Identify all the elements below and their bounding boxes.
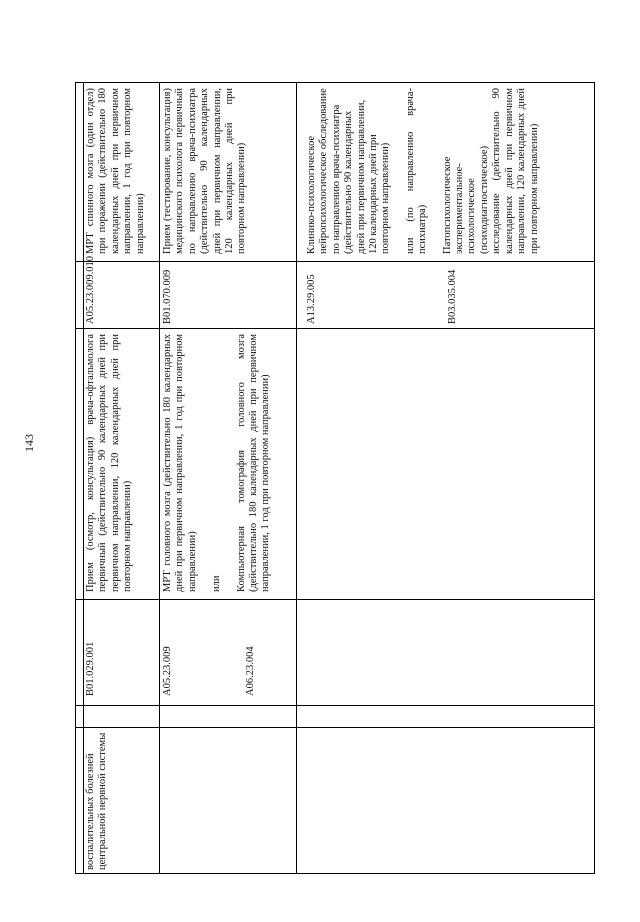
service-code: A06.23.004 — [245, 646, 256, 696]
service-description: Клинико-психологическое нейропсихологическое обследование по направлению врача-психиатра (действительно 90 календарных дней при первичном направлении, 120 календарных дней при повторном направлении) — [306, 88, 392, 254]
service-code: A05.23.009 — [162, 646, 173, 696]
column-divider — [75, 328, 595, 329]
alternative-or: или (по направлению врача-психиатра) — [404, 88, 429, 254]
table-border-left — [75, 873, 595, 874]
column-divider — [75, 705, 595, 706]
column-divider — [75, 599, 595, 600]
service-description: Прием (тестирование, консультация) медицинского психолога первичный по направлению врача-психиатра (действительно 90 календарных дней при первичном направлении, 120 календарных дней при повторном направлении) — [162, 88, 248, 254]
table-border-right — [75, 82, 595, 83]
service-description: МРТ спинного мозга (один отдел) при поражении (действительно 180 календарных дней при первичном направлении, 1 год при повторном направлении) — [85, 88, 146, 254]
service-code: B01.070.009 — [162, 269, 173, 324]
column-divider — [75, 727, 595, 728]
service-code: A13.29.005 — [306, 274, 317, 324]
service-description-group — [306, 88, 541, 254]
service-code: B03.035.004 — [447, 269, 458, 324]
service-description: МРТ головного мозга (действительно 180 календарных дней при первичном направлении, 1 год при повторном направлении) — [162, 334, 198, 592]
service-description: Компьютерная томография головного мозга (действительно 180 календарных дней при первичном направлении, 1 год при повторном направлении) — [235, 334, 272, 592]
table-inner-line — [83, 82, 84, 874]
rotated-table — [75, 82, 595, 874]
disease-group-cell: воспалительных болезней центральной нервной системы — [85, 732, 109, 870]
alternative-or: или — [211, 575, 223, 592]
row-divider — [159, 82, 160, 874]
service-description: Прием (осмотр, консультация) врача-офтальмолога первичный (действительно 90 календарных дней при первичном направлении, 120 календарных дней при повторном направлении) — [85, 334, 134, 592]
column-divider — [75, 261, 595, 262]
service-description: Патопсихологическое экспериментальное-психологическое (психодиагностическое) исследование (действительно 90 календарных дней при первичном направлении, 120 календарных дней при повторном направлении) — [441, 88, 540, 254]
service-code: B01.029.001 — [85, 641, 96, 696]
table-border-top — [75, 82, 76, 874]
page-number: 143 — [22, 434, 36, 452]
table-border-bottom — [594, 82, 595, 874]
service-description-group — [162, 334, 273, 592]
service-code: A05.23.009.010 — [85, 256, 96, 324]
row-divider — [296, 82, 297, 874]
